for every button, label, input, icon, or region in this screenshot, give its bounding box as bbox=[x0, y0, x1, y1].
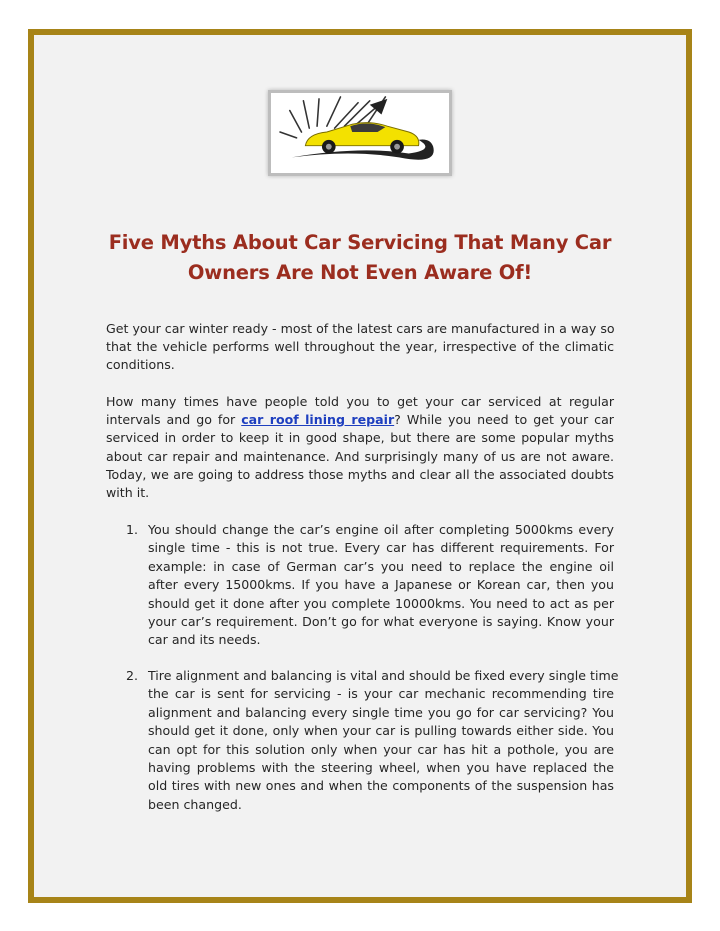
intro-line: conditions. bbox=[106, 357, 175, 373]
list-line: should get it done after you complete 10000kms. You need to act as per bbox=[148, 595, 614, 611]
title-line-2: Owners Are Not Even Aware Of! bbox=[187, 261, 533, 284]
body-line: How many times have people told you to get your car serviced at regular bbox=[106, 394, 614, 409]
list-line: old tires with new ones and when the components of the suspension has bbox=[148, 778, 614, 794]
intro-line: that the vehicle performs well throughout the year, irrespective of the climatic bbox=[106, 339, 614, 355]
body-line: serviced in order to keep it in good shape, but there are some popular myths bbox=[106, 430, 614, 446]
list-line: the car is sent for servicing - is your car mechanic recommending tire bbox=[148, 686, 614, 702]
list-line: You should change the car’s engine oil after completing 5000kms every bbox=[148, 522, 614, 537]
car-logo-graphic bbox=[271, 93, 449, 173]
body-text: intervals and go for bbox=[106, 412, 242, 428]
body-line-with-link bbox=[106, 411, 614, 429]
body-line: Today, we are going to address those myths and clear all the associated doubts bbox=[106, 466, 614, 482]
list-line: been changed. bbox=[148, 796, 242, 812]
list-item bbox=[106, 521, 614, 650]
car-roof-lining-repair-link[interactable]: car roof lining repair bbox=[241, 412, 395, 428]
list-number: 1. bbox=[126, 522, 139, 537]
list-line: single time - this is not true. Every car has different requirements. For bbox=[148, 540, 614, 556]
list-line: after every 15000kms. If you have a Japanese or Korean car, then you bbox=[148, 577, 614, 593]
intro-paragraph bbox=[106, 320, 614, 375]
list-line: Tire alignment and balancing is vital and should be fixed every single time bbox=[148, 668, 619, 683]
list-item bbox=[106, 667, 619, 814]
body-text: ? While you need to get your car bbox=[394, 412, 614, 428]
title-line-1: Five Myths About Car Servicing That Many Car bbox=[108, 231, 612, 254]
car-logo-icon bbox=[268, 90, 452, 176]
list-line: should get it done, only when your car is pulling towards either side. You bbox=[148, 723, 614, 739]
body-line: about car repair and maintenance. And surprisingly many of us are not aware. bbox=[106, 448, 614, 464]
list-line: can opt for this solution only when your car has hit a pothole, you are bbox=[148, 741, 614, 757]
article-title bbox=[90, 228, 630, 288]
list-number: 2. bbox=[126, 668, 139, 683]
intro-line: Get your car winter ready - most of the latest cars are manufactured in a way so bbox=[106, 321, 615, 336]
list-line: example: in case of German car’s you need to replace the engine oil bbox=[148, 558, 614, 574]
myth-list-item-1 bbox=[106, 521, 614, 650]
list-line: car and its needs. bbox=[148, 632, 261, 648]
list-line: alignment and balancing every single time you go for car servicing? You bbox=[148, 704, 614, 720]
list-line: having problems with the steering wheel, when you have replaced the bbox=[148, 760, 614, 776]
list-line: your car’s requirement. Don’t go for what everyone is saying. Know your bbox=[148, 614, 614, 630]
body-line: with it. bbox=[106, 485, 150, 501]
myth-list-item-2 bbox=[106, 667, 619, 814]
body-paragraph bbox=[106, 393, 614, 502]
